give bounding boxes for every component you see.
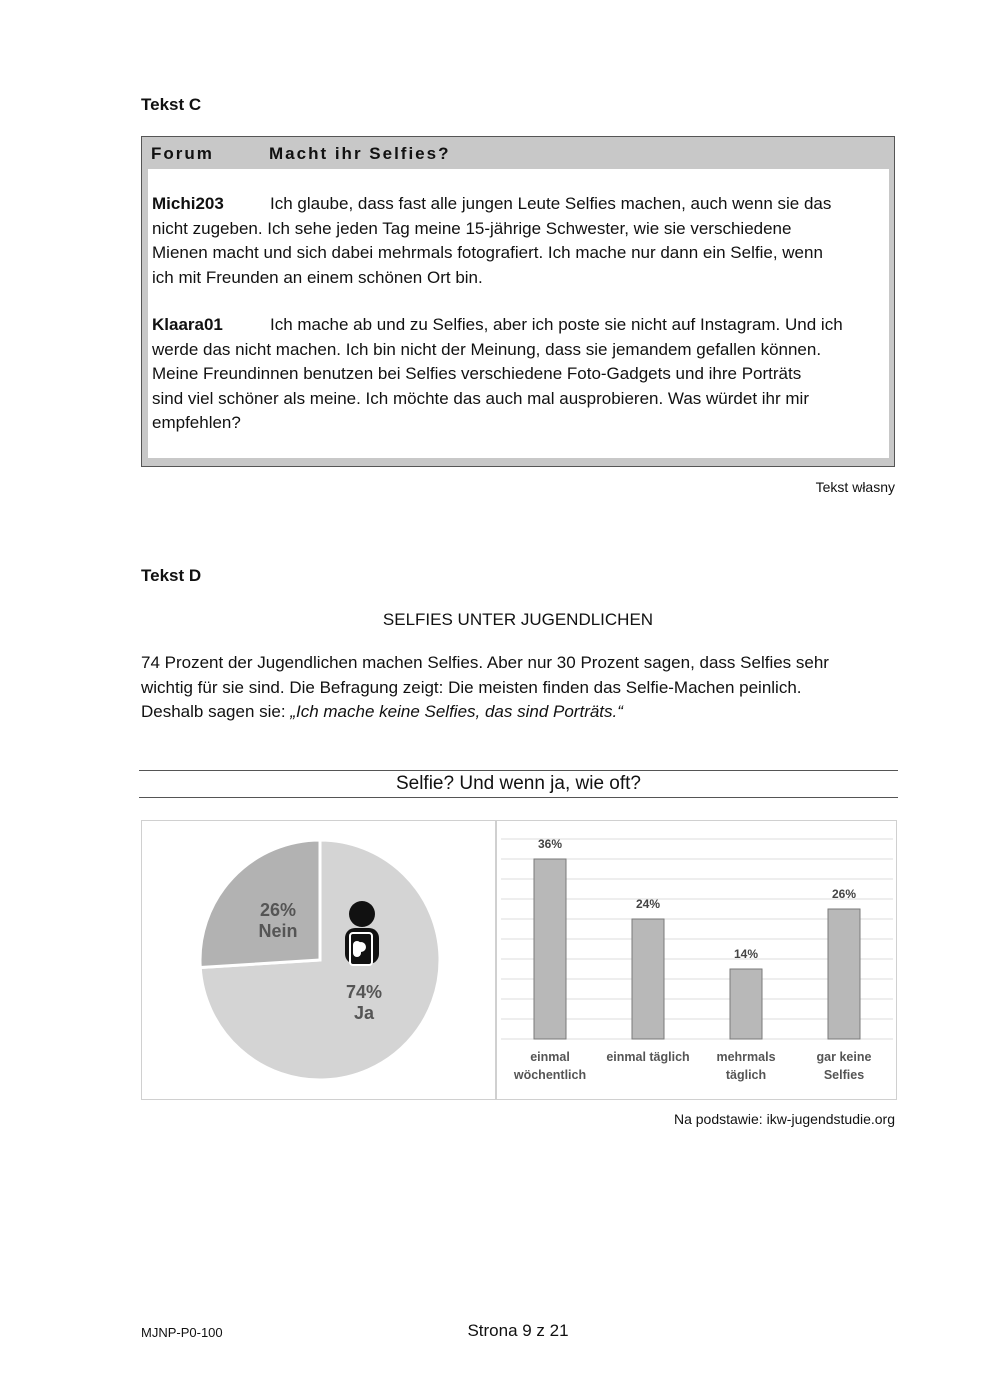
paragraph-line: Deshalb sagen sie: bbox=[141, 702, 291, 721]
bar-category-line: einmal täglich bbox=[606, 1050, 690, 1064]
post-line: Ich glaube, dass fast alle jungen Leute Selfies machen, auch wenn sie das bbox=[270, 194, 832, 213]
bar-category-label bbox=[696, 1048, 796, 1084]
source-text-d: Na podstawie: ikw-jugendstudie.org bbox=[673, 1111, 895, 1127]
bar-value-label: 26% bbox=[831, 887, 857, 901]
bar-category-label bbox=[598, 1048, 698, 1066]
document-code: MJNP-P0-100 bbox=[141, 1325, 223, 1340]
forum-box bbox=[141, 136, 895, 467]
pie-category-nein: Nein bbox=[258, 921, 298, 941]
post-line: Meine Freundinnen benutzen bei Selfies verschiedene Foto-Gadgets und ihre Porträts bbox=[152, 364, 802, 383]
bar-category-line: mehrmals bbox=[716, 1050, 776, 1064]
bar bbox=[828, 909, 860, 1039]
heading-text-d: Tekst D bbox=[141, 566, 202, 585]
post-line: Mienen macht und sich dabei mehrmals fotografiert. Ich mache nur dann ein Selfie, wenn bbox=[152, 243, 823, 262]
pie-percent-ja: 74% bbox=[345, 982, 383, 1002]
bar-value-label: 36% bbox=[537, 837, 563, 851]
bar-chart-panel bbox=[496, 820, 897, 1100]
figure-rule-bottom bbox=[139, 797, 898, 798]
bar-category-line: einmal bbox=[530, 1050, 570, 1064]
bar-category-line: wöchentlich bbox=[513, 1068, 587, 1082]
quote: „Ich mache keine Selfies, das sind Porträts.“ bbox=[290, 702, 623, 721]
post-line: sind viel schöner als meine. Ich möchte das auch mal ausprobieren. Was würdet ihr mir bbox=[152, 388, 809, 408]
forum-topic: Macht ihr Selfies? bbox=[269, 144, 451, 163]
bar bbox=[534, 859, 566, 1039]
pie-chart bbox=[142, 821, 495, 1099]
post-username: Michi203 bbox=[152, 194, 224, 213]
pie-category-ja: Ja bbox=[353, 1003, 375, 1023]
forum-content bbox=[148, 169, 889, 458]
bar bbox=[632, 919, 664, 1039]
heading-text-c: Tekst C bbox=[141, 95, 202, 114]
bar-category-label bbox=[500, 1048, 600, 1084]
post-line: werde das nicht machen. Ich bin nicht der Meinung, dass sie jemandem gefallen können. bbox=[152, 339, 822, 359]
pie-label-nein bbox=[242, 900, 314, 942]
paragraph-line: 74 Prozent der Jugendlichen machen Selfies. Aber nur 30 Prozent sagen, dass Selfies sehr bbox=[141, 653, 829, 672]
forum-post bbox=[152, 192, 888, 290]
page-number: Strona 9 z 21 bbox=[467, 1321, 569, 1340]
forum-post bbox=[152, 313, 888, 436]
post-line: ich mit Freunden an einem schönen Ort bin. bbox=[152, 267, 483, 287]
bar-value-label: 24% bbox=[635, 897, 661, 911]
figure-rule-top bbox=[139, 770, 898, 771]
post-line: nicht zugeben. Ich sehe jeden Tag meine 15-jährige Schwester, wie sie verschiedene bbox=[152, 218, 792, 238]
bar bbox=[730, 969, 762, 1039]
bar-value-label: 14% bbox=[733, 947, 759, 961]
bar-category-line: Selfies bbox=[823, 1068, 865, 1082]
paragraph-line: wichtig für sie sind. Die Befragung zeigt: Die meisten finden das Selfie-Machen peinlich. bbox=[141, 677, 802, 697]
article-title: SELFIES UNTER JUGENDLICHEN bbox=[382, 610, 654, 629]
pie-chart-panel bbox=[141, 820, 496, 1100]
pie-label-ja bbox=[328, 982, 400, 1024]
forum-header bbox=[142, 137, 894, 169]
source-text-c: Tekst własny bbox=[815, 479, 895, 495]
figure-title: Selfie? Und wenn ja, wie oft? bbox=[395, 773, 642, 794]
bar-category-line: gar keine bbox=[816, 1050, 872, 1064]
post-line: Ich mache ab und zu Selfies, aber ich poste sie nicht auf Instagram. Und ich bbox=[270, 315, 843, 334]
bar-category-line: täglich bbox=[725, 1068, 767, 1082]
article-paragraph bbox=[141, 651, 901, 725]
forum-label: Forum bbox=[151, 144, 214, 163]
post-line: empfehlen? bbox=[152, 413, 241, 432]
bar-category-label bbox=[794, 1048, 894, 1084]
post-username: Klaara01 bbox=[152, 315, 223, 334]
selfie-person-icon bbox=[345, 901, 379, 965]
pie-percent-nein: 26% bbox=[259, 900, 297, 920]
